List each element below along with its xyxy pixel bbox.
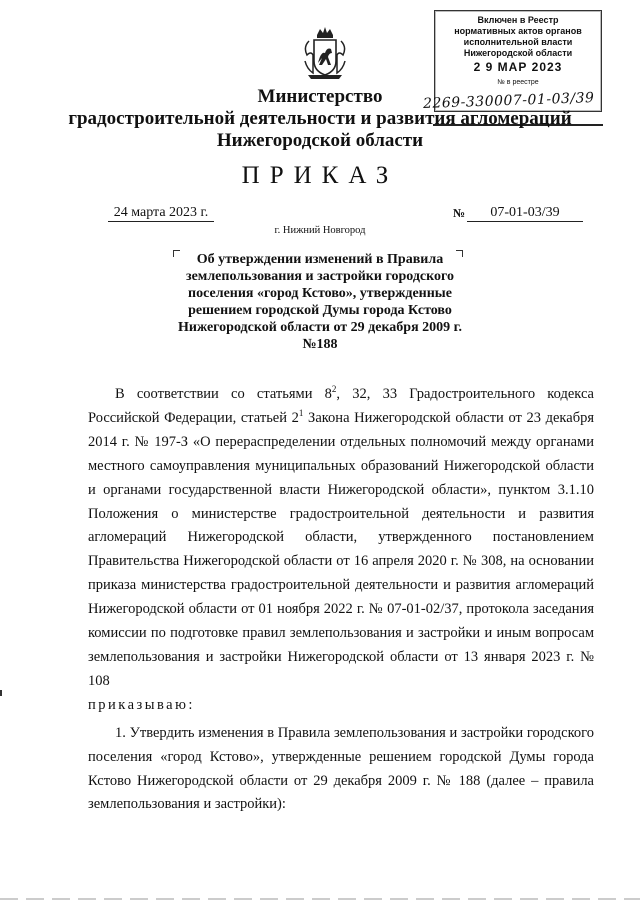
item-1-paragraph: 1. Утвердить изменения в Правила землепользования и застройки городского поселения «город Кстово», утвержденные решением городской Думы города Кстово Нижегородской области от 29 декабря 2009 г. № 188 (далее – правила землепользования и застройки):: [88, 724, 594, 813]
order-body: [88, 383, 594, 817]
scan-edge-mark: [0, 690, 2, 696]
stamp-line-1: Включен в Реестр: [477, 15, 559, 25]
preamble-superscript-1: 2: [331, 384, 337, 395]
stamp-registry-label: № в реестре: [497, 79, 539, 86]
order-date: 24 марта 2023 г.: [108, 205, 214, 222]
stamp-line-4: Нижегородской области: [463, 48, 573, 58]
issue-city: г. Нижний Новгород: [274, 225, 366, 236]
order-number-label: №: [453, 206, 466, 220]
ministry-name-line-2: градостроительной деятельности и развития агломераций: [68, 108, 572, 129]
coat-of-arms-icon: [303, 25, 347, 81]
preamble-superscript-2: 1: [298, 408, 304, 419]
order-word: приказываю:: [88, 696, 195, 713]
preamble-paragraph: [88, 383, 594, 694]
order-number: 07-01-03/39: [467, 205, 583, 222]
ministry-name-line-1: Министерство: [257, 86, 383, 107]
stamp-registry-number: 2269-330007-01-03/39: [422, 90, 595, 112]
scan-bottom-edge: [0, 898, 640, 900]
stamp-line-2: нормативных актов органов: [454, 26, 582, 36]
document-type-title: ПРИКАЗ: [241, 162, 399, 189]
preamble-part-3: Закона Нижегородской области от 23 декабря 2014 г. № 197-З «О перераспределении отдельных полномочий между органами местного самоуправления муниципальных образований Нижегородской области и органами государственной власти Нижегородской области», пунктом 3.1.10 Положения о министерстве градостроительной деятельности и развития агломераций Нижегородской области, утвержденного постановлением Правительства Нижегородской области от 16 апреля 2020 г. № 308, на основании приказа министерства градостроительной деятельности и развития агломераций Нижегородской области от 01 ноября 2022 г. № 07-01-02/37, протокола заседания комиссии по подготовке правил землепользования и застройки и иным вопросам землепользования и застройки Нижегородской области от 13 января 2023 г. № 108: [88, 409, 594, 689]
ministry-name-line-3: Нижегородской области: [216, 130, 424, 151]
preamble-part-2: , 32, 33 Градостроительного кодекса Российской Федерации, статьей 2: [88, 386, 594, 426]
stamp-line-3: исполнительной власти: [463, 37, 573, 47]
order-subject: Об утверждении изменений в Правила землепользования и застройки городского поселения «город Кстово», утвержденные решением городской Думы города Кстово Нижегородской области от 29 декабря 2009 г. №188: [178, 252, 462, 352]
preamble-part-1: В соответствии со статьями 8: [115, 386, 332, 402]
stamp-date: 2 9 МАР 2023: [473, 60, 563, 74]
